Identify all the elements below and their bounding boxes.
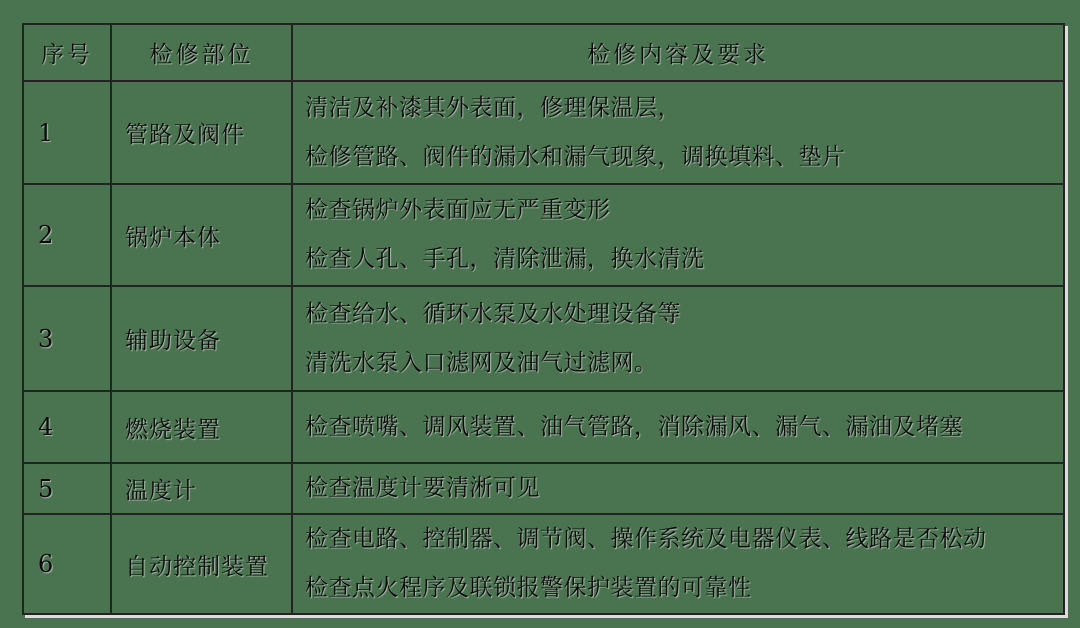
- row-3-part: 辅助设备: [111, 286, 292, 391]
- header-cell-content: 检修内容及要求: [292, 24, 1064, 81]
- row-1-content-line-1: 清洁及补漆其外表面，修理保温层，: [305, 94, 681, 121]
- row-1-part: 管路及阀件: [111, 81, 292, 184]
- table-row: [23, 286, 1064, 391]
- row-6-number: 6: [23, 514, 111, 614]
- row-2-content-line-1: 检查锅炉外表面应无严重变形: [305, 197, 611, 223]
- maintenance-table: [22, 23, 1065, 615]
- table-row: [23, 81, 1064, 184]
- header-cell-part: 检修部位: [111, 24, 292, 81]
- row-1-content-line-2: 检修管路、阀件的漏水和漏气现象，调换填料、垫片: [305, 143, 846, 170]
- table-row: [23, 463, 1064, 514]
- row-3-content: [292, 286, 1064, 391]
- row-6-content: [292, 514, 1064, 614]
- table-row: [23, 391, 1064, 463]
- row-5-part: 温度计: [111, 463, 292, 514]
- row-4-number: 4: [23, 391, 111, 463]
- row-6-content-line-2: 检查点火程序及联锁报警保护装置的可靠性: [305, 575, 752, 601]
- row-4-part: 燃烧装置: [111, 391, 292, 463]
- row-3-content-line-2: 清洗水泵入口滤网及油气过滤网。: [305, 349, 658, 376]
- table-row: [23, 514, 1064, 614]
- header-cell-no: 序号: [23, 24, 111, 81]
- row-4-content: [292, 391, 1064, 463]
- row-5-content: [292, 463, 1064, 514]
- row-3-number: 3: [23, 286, 111, 391]
- table-row: [23, 184, 1064, 286]
- row-2-number: 2: [23, 184, 111, 286]
- row-2-content-line-2: 检查人孔、手孔，清除泄漏，换水清洗: [305, 246, 705, 272]
- row-6-content-line-1: 检查电路、控制器、调节阀、操作系统及电器仪表、线路是否松动: [305, 526, 987, 552]
- row-2-part: 锅炉本体: [111, 184, 292, 286]
- row-5-content-line-1: 检查温度计要清淅可见: [305, 475, 540, 501]
- row-5-number: 5: [23, 463, 111, 514]
- row-2-content: [292, 184, 1064, 286]
- row-1-content: [292, 81, 1064, 184]
- row-4-content-line-1: 检查喷嘴、调风装置、油气管路，消除漏风、漏气、漏油及堵塞: [305, 413, 963, 440]
- row-3-content-line-1: 检查给水、循环水泵及水处理设备等: [305, 300, 681, 327]
- row-1-number: 1: [23, 81, 111, 184]
- row-6-part: 自动控制装置: [111, 514, 292, 614]
- table-header-row: [23, 24, 1064, 81]
